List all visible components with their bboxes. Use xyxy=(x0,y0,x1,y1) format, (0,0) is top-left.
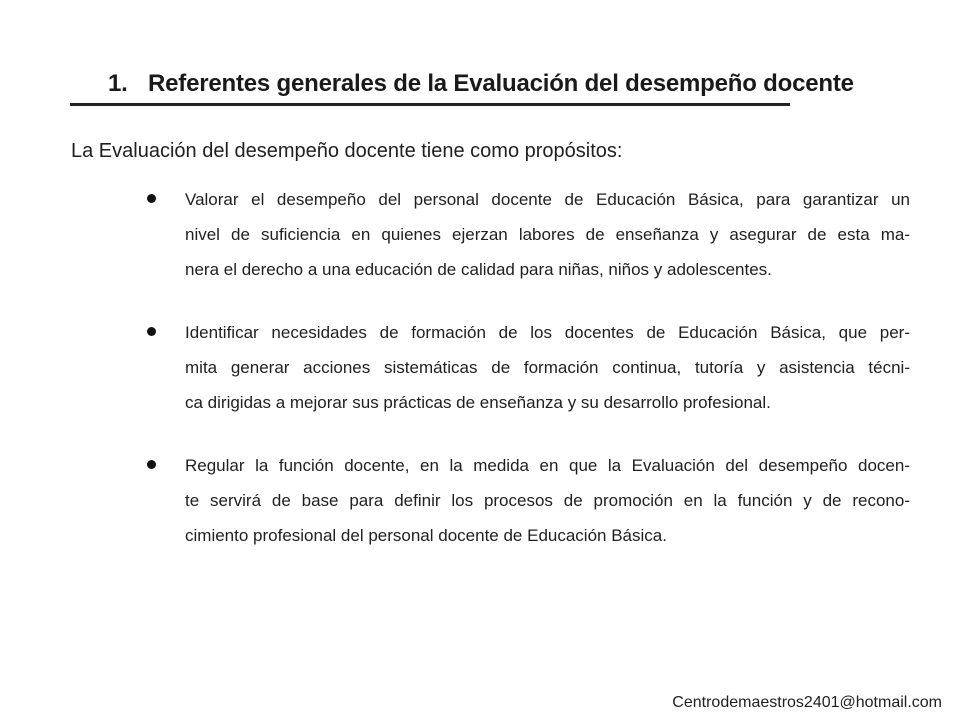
section-number: 1. xyxy=(108,70,128,97)
bullet-dot-icon xyxy=(147,194,156,203)
section-heading xyxy=(108,70,854,98)
intro-text: La Evaluación del desempeño docente tiene como propósitos: xyxy=(71,140,623,162)
purpose-line: te servirá de base para definir los procesos de promoción en la función y de recono- xyxy=(185,491,910,510)
purpose-line: cimiento profesional del personal docente de Educación Básica. xyxy=(185,526,667,545)
purpose-line: nera el derecho a una educación de calidad para niñas, niños y adolescentes. xyxy=(185,260,772,279)
purpose-line: ca dirigidas a mejorar sus prácticas de enseñanza y su desarrollo profesional. xyxy=(185,393,771,412)
bullet-dot-icon xyxy=(147,460,156,469)
purpose-item xyxy=(144,448,910,553)
footer-email: Centrodemaestros2401@hotmail.com xyxy=(672,694,942,711)
purpose-line: Valorar el desempeño del personal docente de Educación Básica, para garantizar un xyxy=(185,190,910,209)
purpose-item xyxy=(144,315,910,420)
purpose-line: Regular la función docente, en la medida en que la Evaluación del desempeño docen- xyxy=(185,456,910,475)
bullet-dot-icon xyxy=(147,327,156,336)
purpose-list xyxy=(144,182,910,581)
purpose-line: nivel de suficiencia en quienes ejerzan labores de enseñanza y asegurar de esta ma- xyxy=(185,225,910,244)
purpose-line: mita generar acciones sistemáticas de formación continua, tutoría y asistencia técni- xyxy=(185,358,910,377)
purpose-item xyxy=(144,182,910,287)
section-title: Referentes generales de la Evaluación del desempeño docente xyxy=(148,70,854,97)
purpose-line: Identificar necesidades de formación de los docentes de Educación Básica, que per- xyxy=(185,323,910,342)
heading-underline xyxy=(70,103,790,106)
